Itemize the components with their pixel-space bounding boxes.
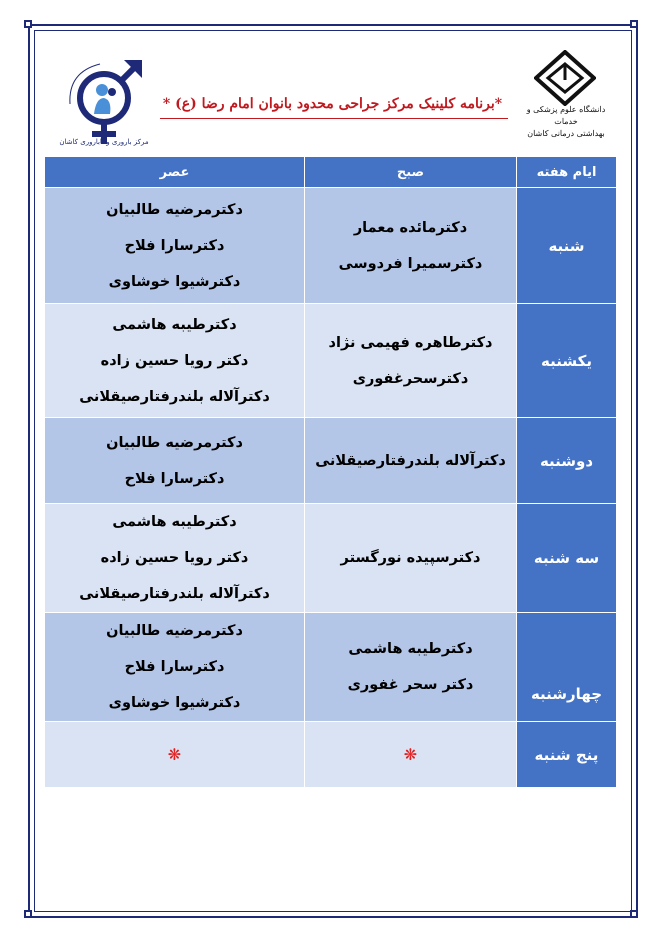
header-afternoon: عصر [45,157,305,188]
afternoon-cell [45,188,305,304]
doctor-name: دکترآلاله بلندرفتارصیقلانی [315,452,506,469]
table-row [45,722,617,788]
doctor-name: دکترشیوا خوشاوی [108,273,241,290]
day-cell: یکشنبه [517,304,617,418]
day-cell: پنج شنبه [517,722,617,788]
doctor-name: دکترمرضیه طالبیان [106,623,243,639]
afternoon-cell [45,418,305,504]
clinic-schedule-table [44,156,617,788]
header-morning: صبح [305,157,517,188]
morning-cell [305,722,517,788]
morning-cell [305,504,517,613]
table-row [45,304,617,418]
doctor-name: دکترسپیده نورگستر [340,550,481,566]
doctor-name: دکترشیوا خوشاوی [108,695,241,711]
doctor-name: دکترمرضیه طالبیان [106,434,243,451]
frame-corner [630,20,638,28]
doctor-name: دکترطیبه هاشمی [112,316,237,333]
table-row [45,418,617,504]
fertility-center-caption: مرکز باروری و ناباروری کاشان [59,138,149,146]
page-title: *برنامه کلینیک مرکز جراحی محدود بانوان امام رضا (ع) * [162,96,503,112]
university-name-line1: دانشگاه علوم پزشکی و خدمات [526,105,606,126]
asterisk-icon: ❋ [167,744,182,764]
doctor-name: دکترسارا فلاح [124,470,225,487]
frame-corner [630,910,638,918]
table-header-row [45,157,617,188]
doctor-name: دکترآلاله بلندرفتارصیقلانی [79,388,270,405]
day-cell: دوشنبه [517,418,617,504]
doctor-name: دکتر سحر غفوری [347,677,474,693]
day-cell: شنبه [517,188,617,304]
table-row [45,188,617,304]
doctor-name: دکترطیبه هاشمی [348,641,473,657]
frame-corner [24,910,32,918]
doctor-name: دکترمرضیه طالبیان [106,201,243,218]
doctor-name: دکترسحرغفوری [352,370,469,387]
afternoon-cell [45,613,305,722]
morning-cell [305,304,517,418]
university-name-line2: بهداشتی درمانی کاشان [527,129,605,138]
title-underline [160,118,508,119]
day-cell: سه شنبه [517,504,617,613]
asterisk-icon: ❋ [403,744,418,764]
doctor-name: دکترطاهره فهیمی نژاد [328,334,493,351]
frame-corner [24,20,32,28]
doctor-name: دکترمائده معمار [353,219,468,236]
doctor-name: دکتر رویا حسین زاده [100,352,249,369]
doctor-name: دکترطیبه هاشمی [112,514,237,530]
doctor-name: دکتر رویا حسین زاده [100,550,249,566]
doctor-name: دکترسمیرا فردوسی [338,255,483,272]
morning-cell [305,188,517,304]
morning-cell [305,613,517,722]
university-name [520,104,612,140]
afternoon-cell [45,504,305,613]
table-row [45,504,617,613]
fertility-center-logo [60,52,148,152]
table-row [45,613,617,722]
day-cell: چهارشنبه [517,613,617,722]
doctor-name: دکترسارا فلاح [124,237,225,254]
morning-cell [305,418,517,504]
doctor-name: دکترسارا فلاح [124,659,225,675]
header-day: ایام هفته [517,157,617,188]
university-logo [534,50,596,106]
afternoon-cell [45,722,305,788]
afternoon-cell [45,304,305,418]
doctor-name: دکترآلاله بلندرفتارصیقلانی [79,586,270,602]
